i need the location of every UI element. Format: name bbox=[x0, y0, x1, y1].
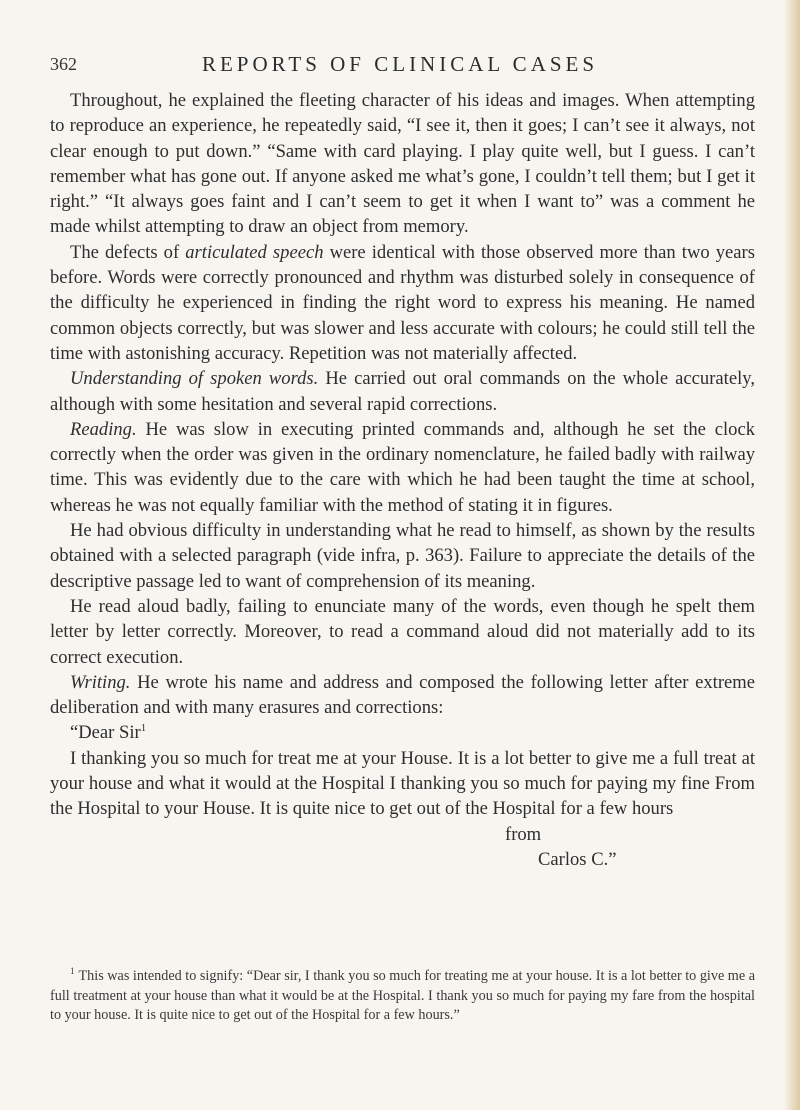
paragraph-reading bbox=[50, 417, 755, 518]
footnote-mark: 1 bbox=[70, 966, 75, 977]
paragraph-reading-comprehension: He had obvious difficulty in understanding what he read to himself, as shown by the results obtained with a selected paragraph (vide infra, p. 363). Failure to appreciate the details of the descriptive passage led to want of comprehension of its meaning. bbox=[50, 520, 755, 592]
text-run: The defects of bbox=[70, 241, 186, 263]
page-edge-shading bbox=[784, 0, 800, 1110]
paragraph-understanding-spoken-words bbox=[50, 366, 755, 417]
text-run: He was slow in executing printed commands and, although he set the clock correctly when the order was given in the ordinary nomenclature, he failed badly with railway time. This was evidently due to the care with which he had been taught the time at school, whereas he was not equally familiar with the method of stating it in figures. bbox=[50, 418, 755, 516]
text-run: He wrote his name and address and composed the following letter after extreme deliberation and with many erasures and corrections: bbox=[50, 671, 755, 719]
letter-greeting bbox=[50, 720, 755, 745]
footnote-text: This was intended to signify: “Dear sir, I thank you so much for treating me at your house. It is a lot better to give me a full treatment at your house than what it would be at the Hospital. I thank you so much for paying my fare from the hospital to your house. It is quite nice to get out of the Hospital for a few hours.” bbox=[50, 968, 755, 1023]
italic-term: articulated speech bbox=[185, 241, 324, 263]
text-run: He carried out oral commands on the whole accurately, although with some hesitation and several rapid corrections. bbox=[50, 368, 756, 415]
greeting-text: “Dear Sir bbox=[70, 722, 141, 744]
section-heading-italic: Understanding of spoken words. bbox=[70, 368, 319, 390]
section-heading-italic: Writing. bbox=[70, 671, 131, 693]
paragraph-fleeting-ideas: Throughout, he explained the fleeting character of his ideas and images. When attempting to reproduce an experience, he repeatedly said, “I see it, then it goes; I can’t see it always, not clear enough to put down.” “Same with card playing. I play quite well, but I guess. I can’t remember what has gone out. If anyone asked me what’s gone, I couldn’t tell them; but I get it right.” “It always goes faint and I can’t seem to get it when I want to” was a comment he made whilst attempting to draw an object from memory. bbox=[50, 90, 755, 238]
main-text bbox=[50, 88, 755, 872]
footnote bbox=[50, 967, 755, 1026]
page-header bbox=[50, 50, 750, 80]
paragraph-reading-aloud: He read aloud badly, failing to enunciate many of the words, even though he spelt them letter by letter correctly. Moreover, to read a command aloud did not materially add to its correct execution. bbox=[50, 595, 755, 668]
paragraph-writing bbox=[50, 670, 755, 721]
paragraph-articulated-speech bbox=[50, 240, 755, 366]
letter-signature: Carlos C.” bbox=[538, 848, 617, 870]
running-title: REPORTS OF CLINICAL CASES bbox=[201, 52, 599, 76]
letter-from: from bbox=[505, 823, 542, 845]
letter-body: I thanking you so much for treat me at your House. It is a lot better to give me a full treat at your house and what it would at the Hospital I thanking you so much for paying my fine From the Hospital to your House. It is quite nice to get out of the Hospital for a few hours bbox=[50, 747, 755, 820]
page-number: 362 bbox=[50, 54, 77, 74]
text-run: were identical with those observed more than two years before. Words were correctly pronounced and rhythm was disturbed solely in consequence of the difficulty he experienced in finding the right word to express his meaning. He named common objects correctly, but was slower and less accurate with colours; he could still tell the time with astonishing accuracy. Repetition was not materially affected. bbox=[50, 241, 755, 364]
quoted-letter bbox=[50, 720, 755, 872]
section-heading-italic: Reading. bbox=[70, 418, 137, 440]
footnote-reference: 1 bbox=[140, 722, 147, 735]
